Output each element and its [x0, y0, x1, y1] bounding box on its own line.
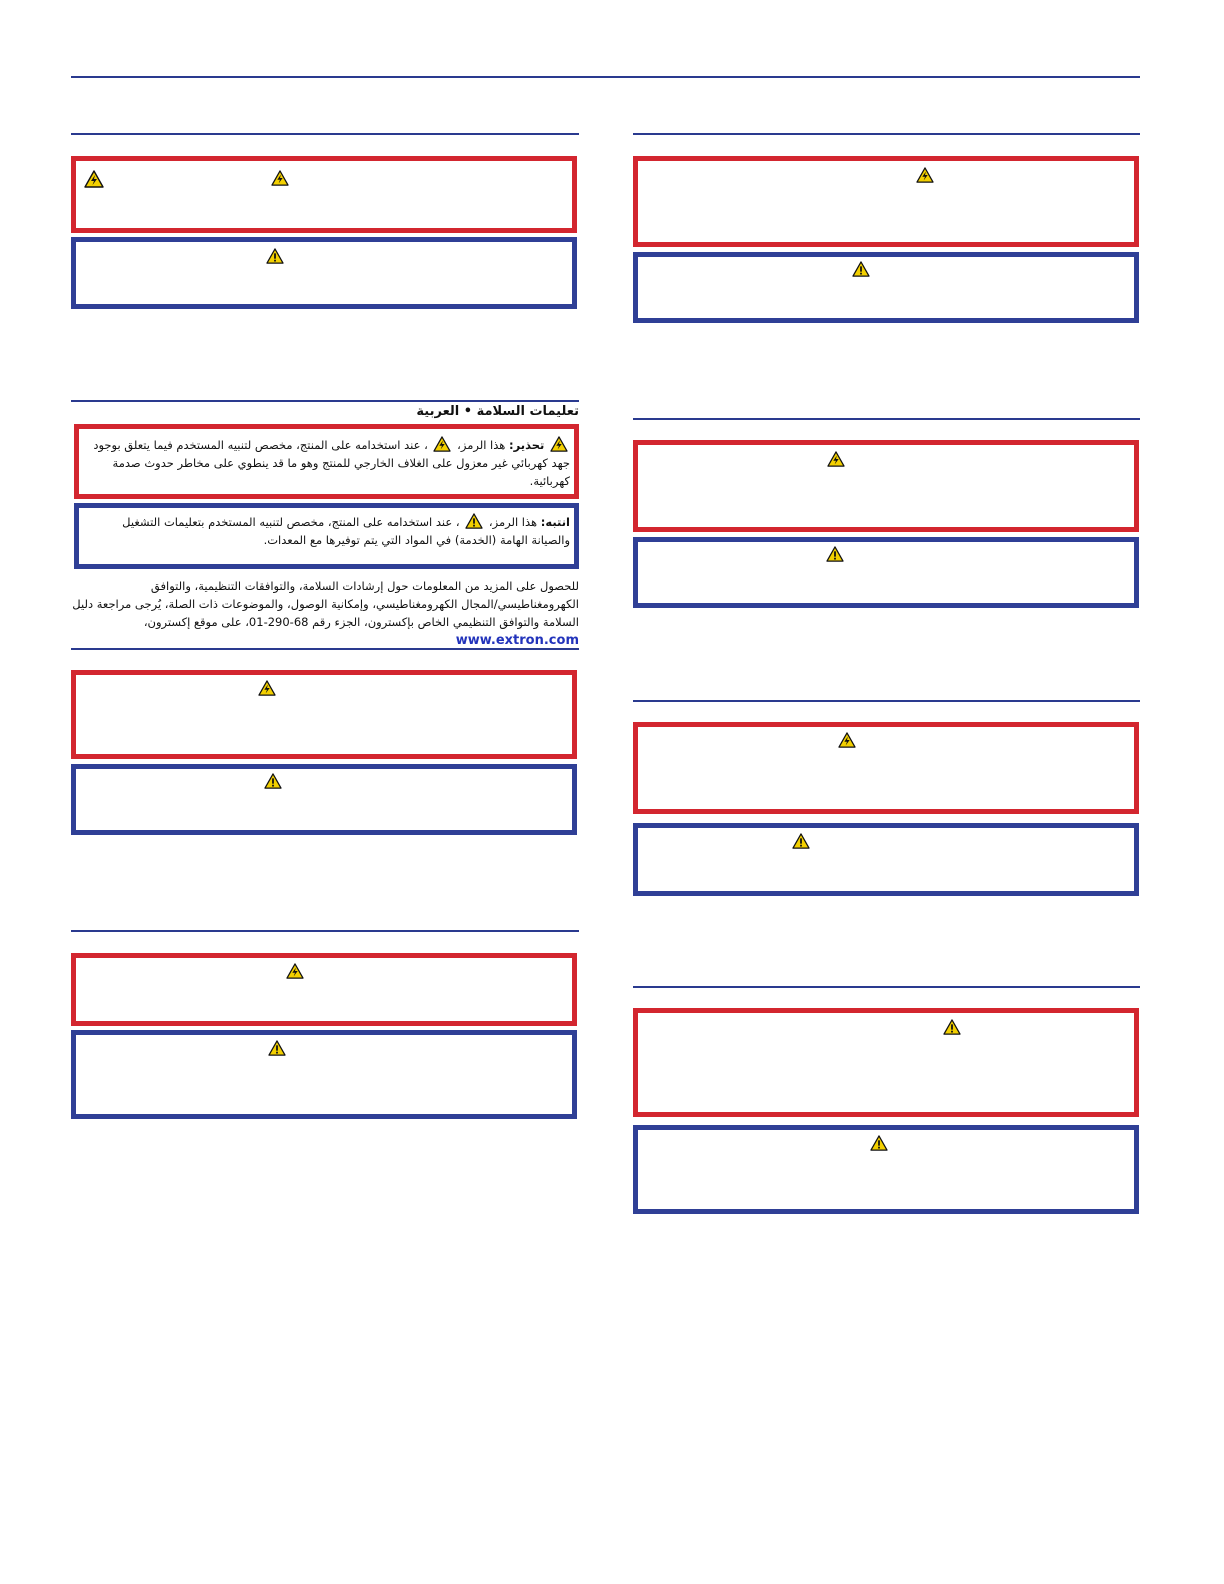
section-rule	[71, 133, 579, 135]
section-rule	[633, 418, 1140, 420]
warning-label: تحذير:	[509, 438, 545, 452]
caution-text-end: ، عند استخدامه على المنتج، مخصص لتنبيه المستخدم بتعليمات التشغيل والصيانة الهامة (الخدمة) في المواد التي يتم توفيرها مع المعدات.	[122, 515, 570, 547]
electric-shock-warning-icon	[286, 963, 304, 979]
warning-box	[633, 156, 1139, 247]
electric-shock-warning-icon	[433, 436, 451, 452]
info-text: للحصول على المزيد من المعلومات حول إرشادات السلامة، والتوافقات التنظيمية، والتوافق الكهرومغناطيسي/المجال الكهرومغناطيسي، وإمكانية الوصول، والموضوعات ذات الصلة، يُرجى مراجعة دليل السلامة والتوافق التنظيمي الخاص بإكسترون، الجزء رقم 68-290-01، على موقع إكسترون،	[72, 579, 579, 629]
electric-shock-warning-icon	[258, 680, 276, 696]
electric-shock-warning-icon	[916, 167, 934, 183]
electric-shock-warning-icon	[84, 170, 104, 188]
warning-box	[71, 670, 577, 759]
caution-exclamation-icon	[266, 248, 284, 264]
section-rule	[633, 133, 1140, 135]
caution-box	[633, 823, 1139, 896]
extron-website-link[interactable]: www.extron.com	[455, 633, 579, 648]
caution-box	[633, 537, 1139, 608]
caution-box	[71, 237, 577, 309]
warning-text-end: ، عند استخدامه على المنتج، مخصص لتنبيه المستخدم فيما يتعلق بوجود جهد كهربائي غير معزول على الغلاف الخارجي للمنتج وهو ما قد ينطوي على مخاطر حدوث صدمة كهربائية.	[93, 438, 570, 488]
electric-shock-warning-icon	[271, 170, 289, 186]
electric-shock-warning-icon	[550, 436, 568, 452]
section-rule	[633, 700, 1140, 702]
caution-exclamation-icon	[852, 261, 870, 277]
caution-exclamation-icon	[792, 833, 810, 849]
warning-box	[71, 156, 577, 233]
caution-box	[71, 1030, 577, 1119]
warning-text	[92, 436, 570, 490]
electric-shock-warning-icon	[827, 451, 845, 467]
warning-box	[71, 953, 577, 1026]
caution-text-start: هذا الرمز،	[488, 515, 538, 529]
section-rule	[633, 986, 1140, 988]
caution-exclamation-icon	[870, 1135, 888, 1151]
section-rule	[71, 930, 579, 932]
caution-exclamation-icon	[826, 546, 844, 562]
caution-box	[633, 252, 1139, 323]
warning-box	[633, 722, 1139, 814]
warning-box	[633, 440, 1139, 532]
caution-exclamation-icon	[268, 1040, 286, 1056]
warning-box	[633, 1008, 1139, 1117]
page-top-rule	[71, 76, 1140, 78]
caution-label: انتبه:	[540, 515, 570, 529]
caution-text	[92, 513, 570, 549]
info-paragraph	[71, 577, 579, 650]
caution-exclamation-icon	[943, 1019, 961, 1035]
caution-exclamation-icon	[264, 773, 282, 789]
section-title: تعليمات السلامة • العربية	[416, 404, 579, 419]
electric-shock-warning-icon	[838, 732, 856, 748]
warning-text-start: هذا الرمز،	[457, 438, 506, 452]
section-rule	[71, 400, 579, 402]
caution-exclamation-icon	[465, 513, 483, 529]
caution-box	[71, 764, 577, 835]
